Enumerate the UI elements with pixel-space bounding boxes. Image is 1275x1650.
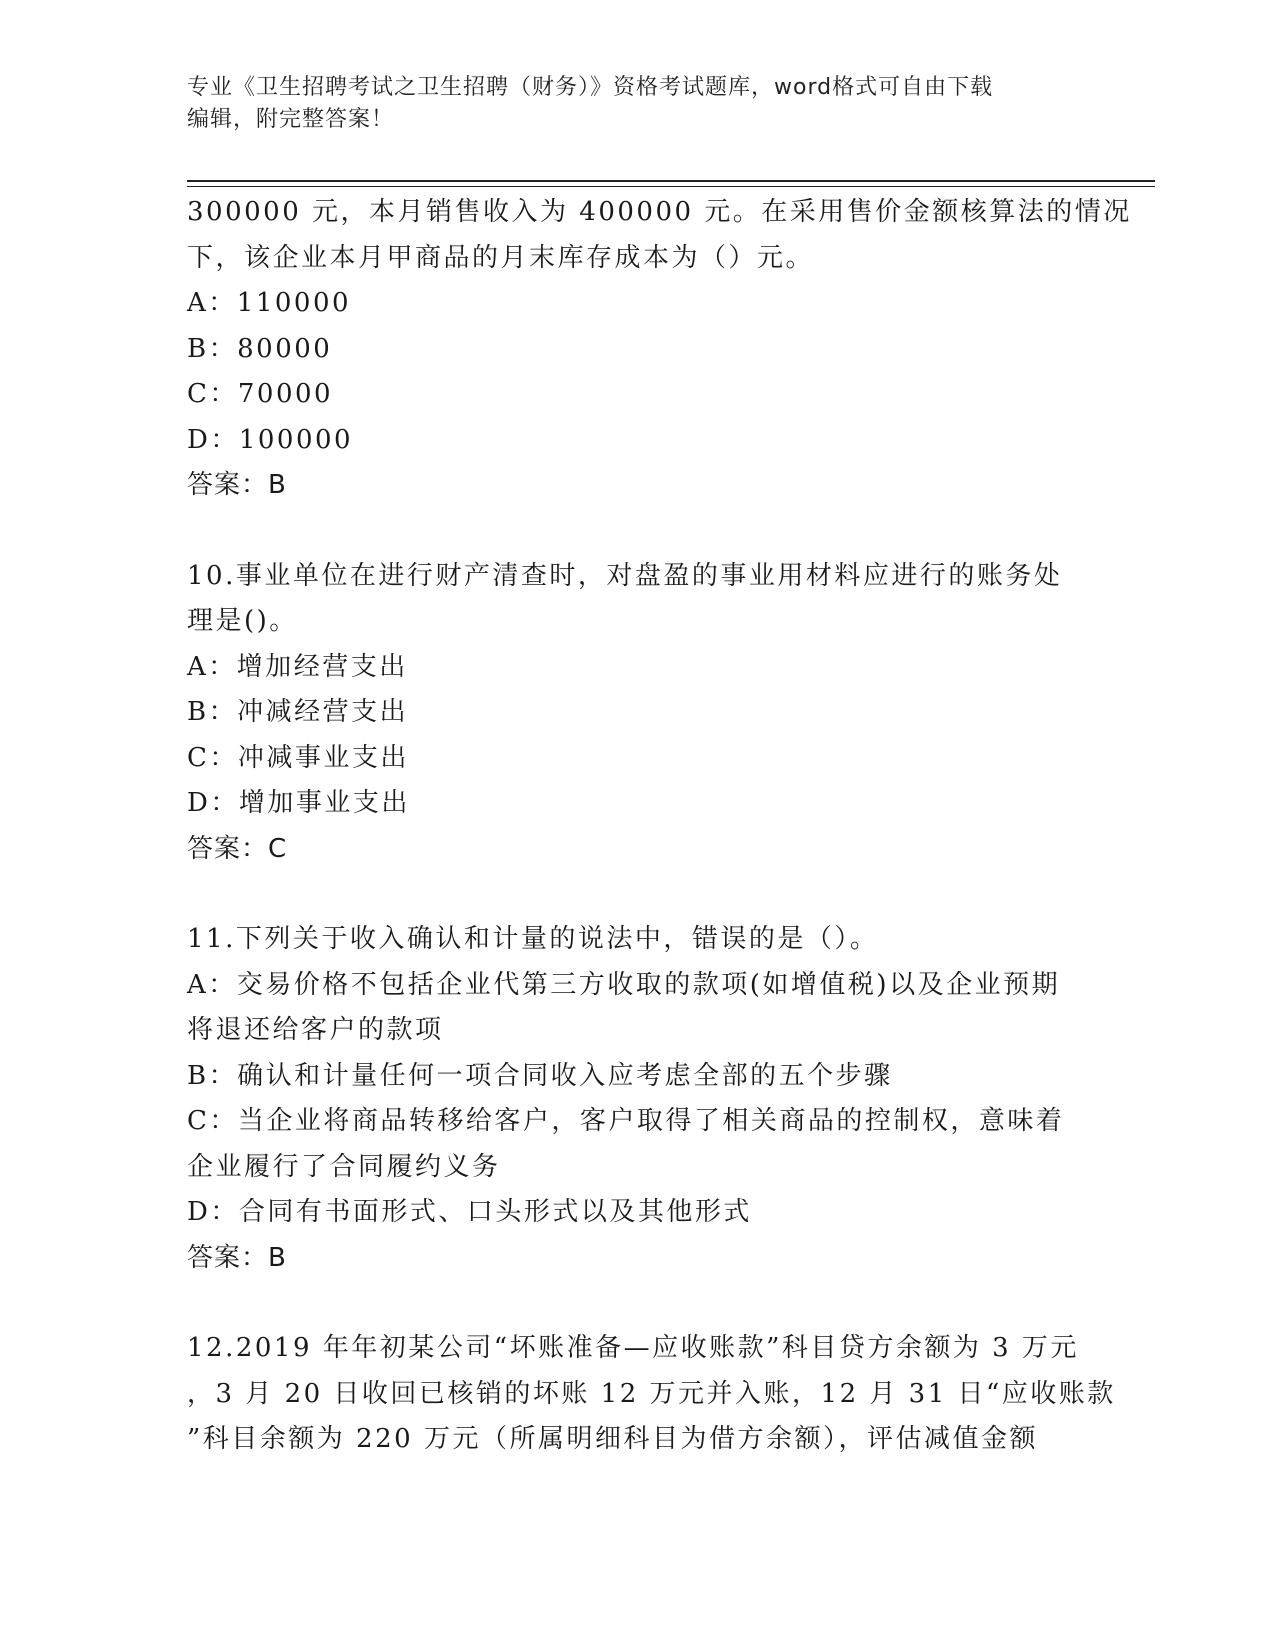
option-a: A：增加经营支出: [187, 651, 408, 682]
answer-line: 答案：C: [187, 833, 288, 864]
header-line-2: 编辑，附完整答案！: [187, 107, 395, 132]
option-b: B：冲减经营支出: [187, 697, 409, 727]
question-stem-line: ，3 月 20 日收回已核销的坏账 12 万元并入账，12 月 31 日“应收账款: [187, 1378, 1116, 1409]
answer-line: 答案：B: [187, 470, 287, 500]
header-divider-thin: [187, 186, 1155, 187]
option-c: C：70000: [187, 379, 334, 409]
header-line-1: 专业《卫生招聘考试之卫生招聘（财务）》资格考试题库，word格式可自由下载: [187, 75, 994, 100]
question-stem-line: 300000 元，本月销售收入为 400000 元。在采用售价金额核算法的情况: [187, 197, 1132, 227]
question-10: [187, 554, 1087, 873]
question-9: [187, 190, 1132, 509]
option-a: A：交易价格不包括企业代第三方收取的款项(如增值税)以及企业预期: [187, 969, 1061, 1000]
question-stem-line: 10.事业单位在进行财产清查时，对盘盈的事业用材料应进行的账务处: [187, 560, 1063, 591]
option-d: D：100000: [187, 424, 354, 455]
option-c: C：冲减事业支出: [187, 742, 409, 773]
question-12: [187, 1326, 1116, 1463]
option-b: B：80000: [187, 333, 333, 364]
option-d: D：增加事业支出: [187, 788, 410, 818]
question-content: [187, 190, 1132, 1463]
question-stem-line: 下，该企业本月甲商品的月末库存成本为（）元。: [187, 242, 815, 273]
option-d: D：合同有书面形式、口头形式以及其他形式: [187, 1197, 752, 1227]
option-b: B：确认和计量任何一项合同收入应考虑全部的五个步骤: [187, 1060, 893, 1091]
question-stem-line: ”科目余额为 220 万元（所属明细科目为借方余额），评估减值金额: [187, 1424, 1038, 1454]
option-a-continued: 将退还给客户的款项: [187, 1015, 444, 1045]
question-stem-line: 理是()。: [187, 606, 298, 636]
header-divider-thick: [187, 180, 1155, 182]
question-11: [187, 917, 1087, 1281]
option-c: C：当企业将商品转移给客户，客户取得了相关商品的控制权，意味着: [187, 1106, 1065, 1136]
option-c-continued: 企业履行了合同履约义务: [187, 1151, 501, 1182]
page-header: [187, 72, 1087, 136]
question-stem-line: 12.2019 年年初某公司“坏账准备—应收账款”科目贷方余额为 3 万元: [187, 1333, 1079, 1363]
question-stem-line: 11.下列关于收入确认和计量的说法中，错误的是（）。: [187, 924, 879, 954]
answer-line: 答案：B: [187, 1242, 287, 1273]
option-a: A：110000: [187, 288, 352, 318]
